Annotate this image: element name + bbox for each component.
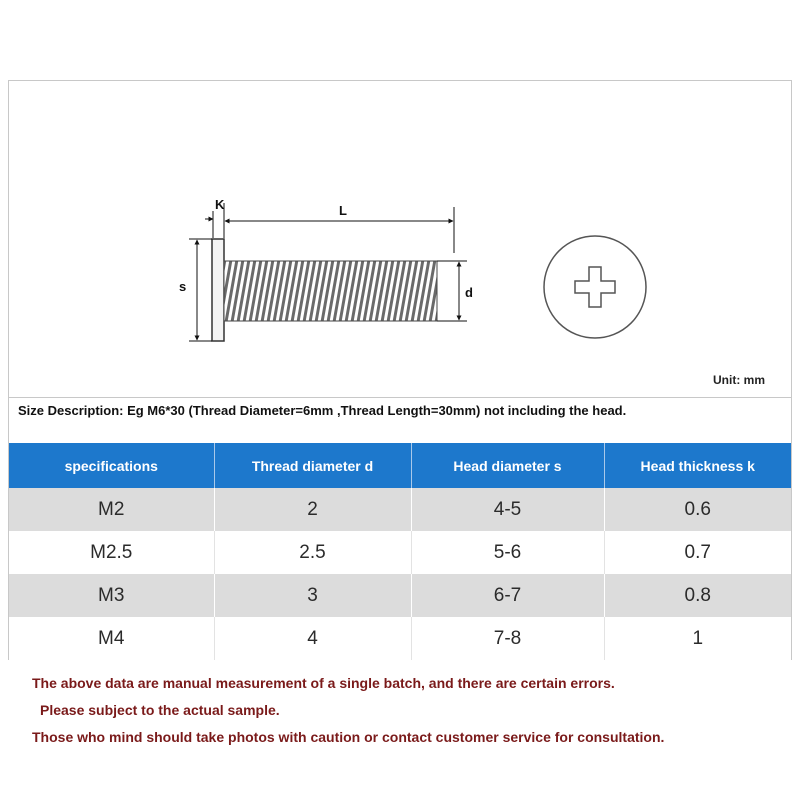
size-description: Size Description: Eg M6*30 (Thread Diameter=6mm ,Thread Length=30mm) not including the head. [18,403,627,418]
cell-head-thickness: 0.8 [604,574,791,617]
screw-thread [224,261,437,321]
cell-head-thickness: 1 [604,617,791,660]
table-row [9,488,791,531]
screw-head [212,239,224,341]
note-actual-sample: Please subject to the actual sample. [40,702,280,718]
cell-specification: M2 [9,488,214,531]
cell-specification: M3 [9,574,214,617]
cell-head-diameter: 5-6 [411,531,604,574]
unit-label: Unit: mm [713,373,765,387]
table-row [9,531,791,574]
cell-specification: M2.5 [9,531,214,574]
dimension-d [437,261,473,321]
spec-table [9,443,791,660]
cell-thread-diameter: 2 [214,488,411,531]
cell-specification: M4 [9,617,214,660]
cell-head-diameter: 4-5 [411,488,604,531]
cell-head-thickness: 0.7 [604,531,791,574]
label-k: K [215,197,225,212]
label-d: d [465,285,473,300]
column-header-specifications: specifications [9,443,214,488]
label-l: L [339,203,347,218]
cell-head-diameter: 6-7 [411,574,604,617]
cell-thread-diameter: 2.5 [214,531,411,574]
screw-diagram [9,81,793,391]
cell-thread-diameter: 4 [214,617,411,660]
column-header-head-thickness: Head thickness k [604,443,791,488]
label-s: s [179,279,187,294]
screw-side-view [212,239,437,341]
column-header-thread-diameter: Thread diameter d [214,443,411,488]
column-header-head-diameter: Head diameter s [411,443,604,488]
dimension-s [179,239,212,341]
table-header-row [9,443,791,488]
divider [9,397,791,398]
table-row [9,617,791,660]
dimension-l [225,203,454,253]
note-contact-service: Those who mind should take photos with caution or contact customer service for consultation. [32,729,665,745]
spec-sheet [8,80,792,660]
cell-head-diameter: 7-8 [411,617,604,660]
phillips-head-top-view [544,236,646,338]
cell-head-thickness: 0.6 [604,488,791,531]
dimension-k [205,197,225,238]
cell-thread-diameter: 3 [214,574,411,617]
table-row [9,574,791,617]
note-measurement-errors: The above data are manual measurement of a single batch, and there are certain errors. [32,675,615,691]
